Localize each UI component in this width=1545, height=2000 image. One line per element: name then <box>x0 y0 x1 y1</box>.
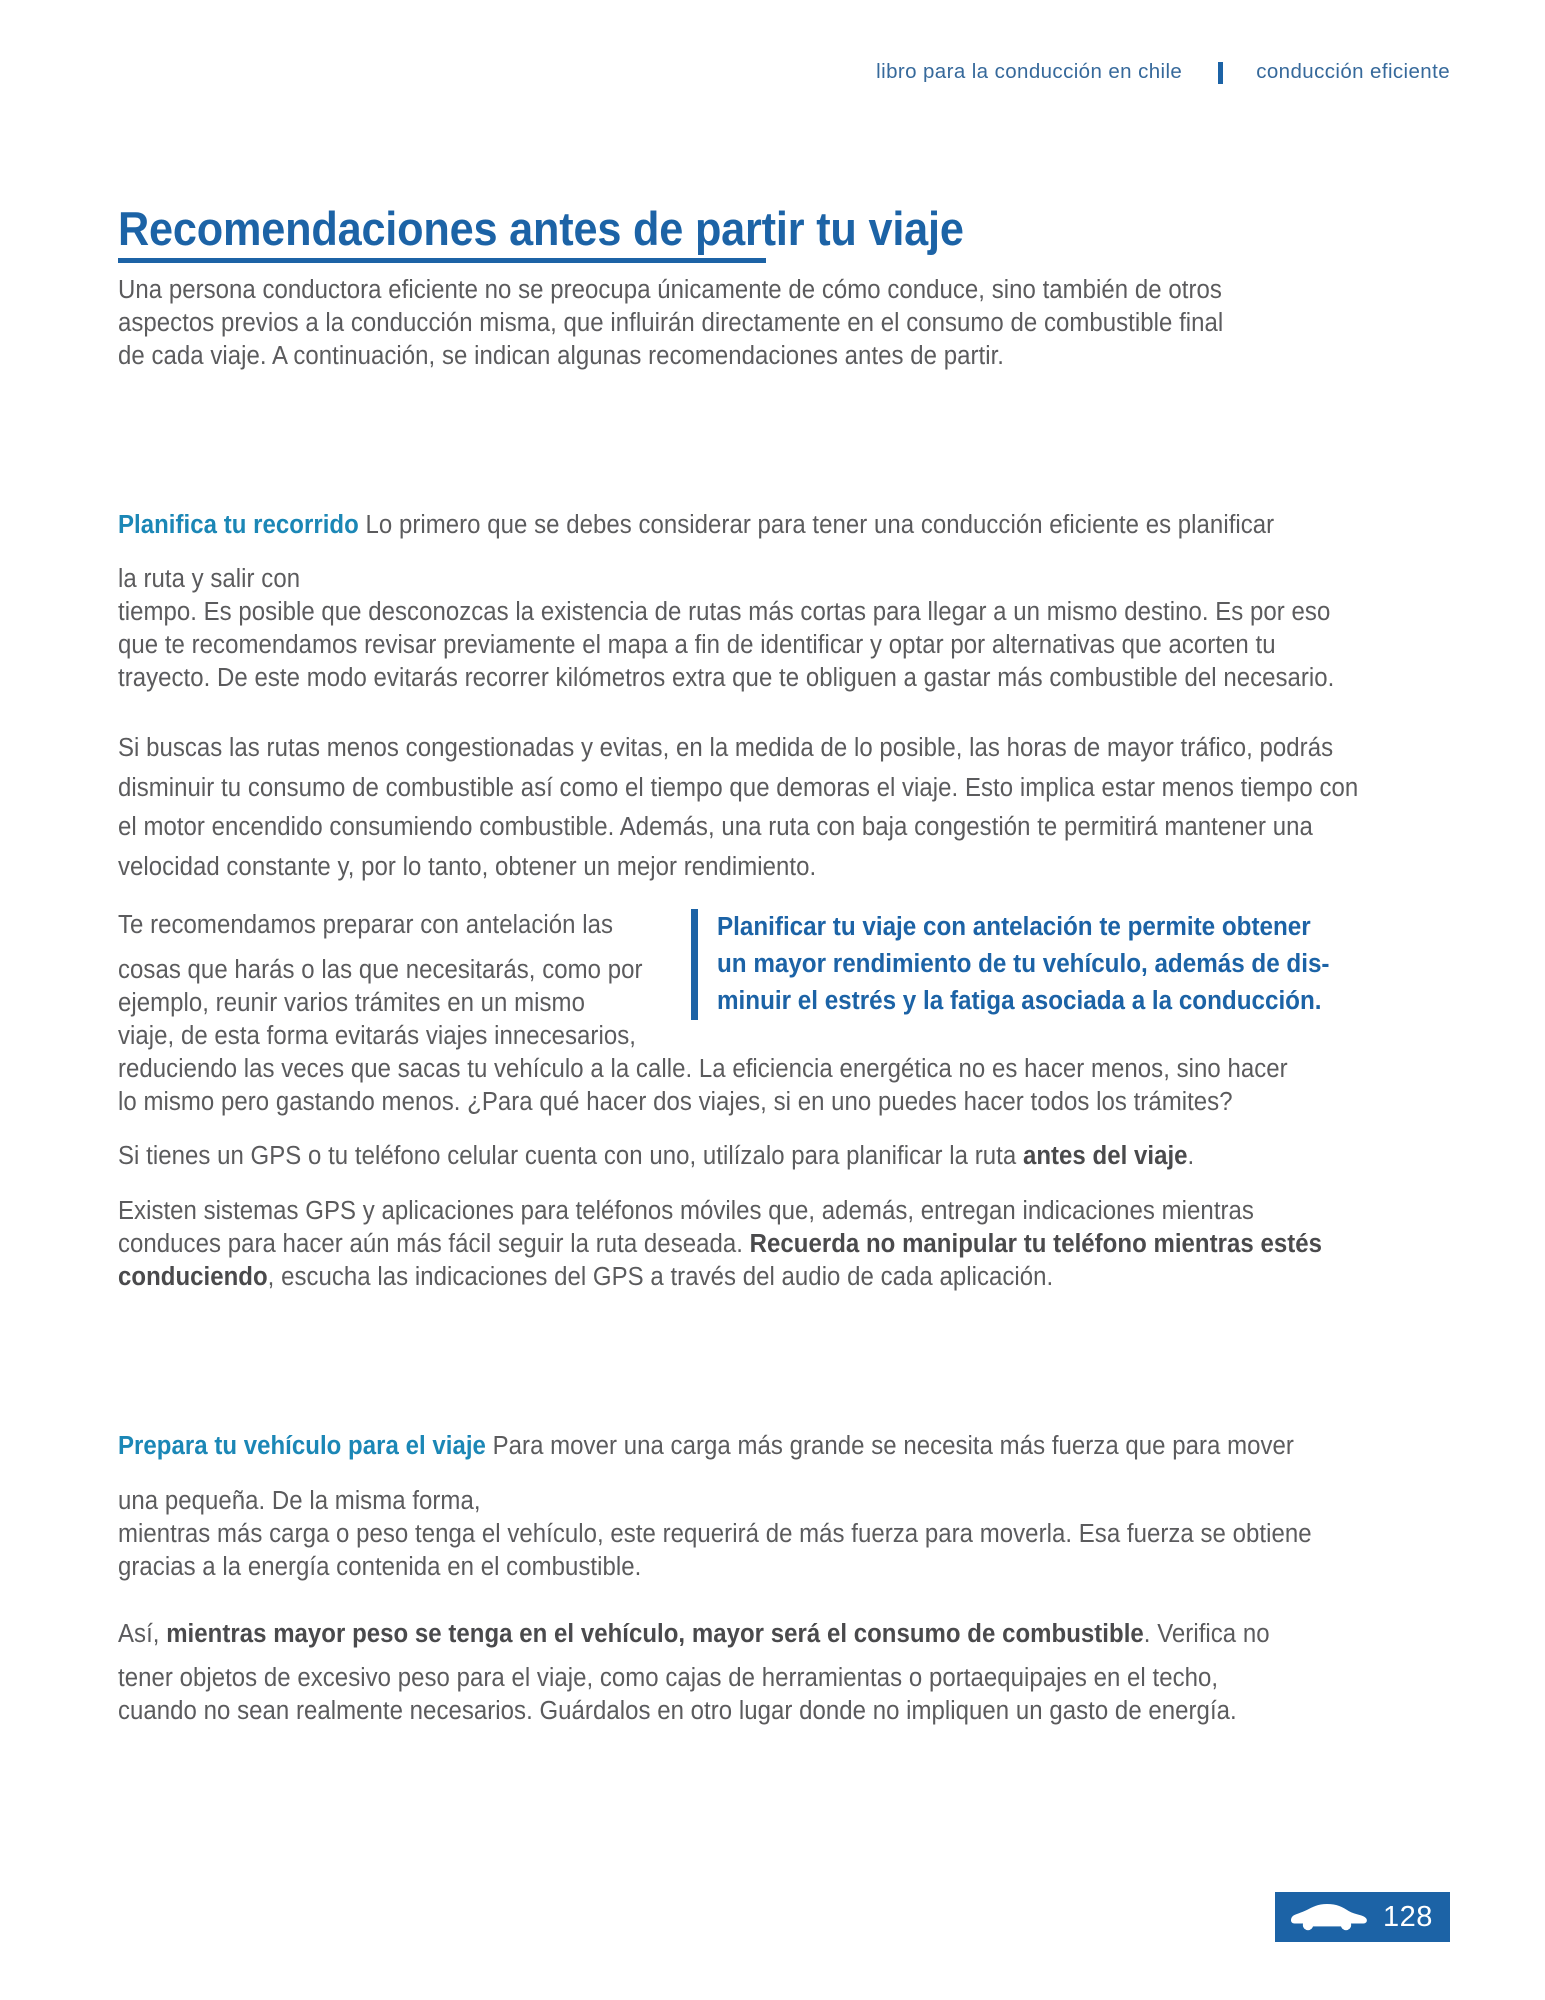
section2-paragraph-3-line2: tener objetos de excesivo peso para el viaje, como cajas de herramientas o portaequipajes en el techo, <box>118 1664 1219 1693</box>
intro-line-2: aspectos previos a la conducción misma, que influirán directamente en el consumo de combustible final <box>118 308 1224 337</box>
callout-line-3: minuir el estrés y la fatiga asociada a la conducción. <box>717 987 1322 1015</box>
section1-p5-a: Si tienes un GPS o tu teléfono celular cuenta con uno, utilízalo para planificar la ruta <box>118 1142 1023 1171</box>
section1-p4-line-1: Te recomendamos preparar con antelación las <box>118 911 614 940</box>
section1-p6-a: Existen sistemas GPS y aplicaciones para teléfonos móviles que, además, entregan indicaciones mientras conduces para hacer aún más fácil seguir la ruta deseada. <box>118 1197 1254 1259</box>
section2-p3-bold: mientras mayor peso se tenga en el vehículo, mayor será el consumo de combustible <box>166 1619 1144 1648</box>
section1-p4-line-6: lo mismo pero gastando menos. ¿Para qué hacer dos viajes, si en uno puedes hacer todos los trámites? <box>118 1087 1233 1116</box>
section2-paragraph-2: mientras más carga o peso tenga el vehículo, este requerirá de más fuerza para moverla. Esa fuerza se obtiene gracias a la energía contenida en el combustible. <box>118 1519 1312 1581</box>
spacer <box>118 1584 1438 1618</box>
page-number: 128 <box>1383 1900 1433 1933</box>
spacer <box>118 373 1438 509</box>
wrapped-text-left <box>118 909 678 1053</box>
section2-paragraph-3-line3: cuando no sean realmente necesarios. Guárdalos en otro lugar donde no impliquen un gasto de energía. <box>118 1697 1237 1726</box>
running-header-right: conducción eficiente <box>1256 60 1450 83</box>
section1-paragraph-5 <box>118 1140 1359 1173</box>
spacer <box>118 1173 1438 1195</box>
section1-paragraph-2: tiempo. Es posible que desconozcas la existencia de rutas más cortas para llegar a un mismo destino. Es por eso que te recomendamos revisar previamente el mapa a fin de identificar y optar por alternativas que acorten tu trayecto. De este modo evitarás recorrer kilómetros extra que te obliguen a gastar más combustible del necesario. <box>118 598 1335 693</box>
section1-p4-line-5: reduciendo las veces que sacas tu vehículo a la calle. La eficiencia energética no es hacer menos, sino hacer <box>118 1054 1288 1083</box>
section2-p3-c: . Verifica no <box>1143 1619 1270 1648</box>
section1-p6-c: , escucha las indicaciones del GPS a través del audio de cada aplicación. <box>267 1263 1054 1292</box>
intro-paragraph <box>118 274 1446 373</box>
callout-wrap-region <box>118 909 1438 1118</box>
section1-paragraph-3: Si buscas las rutas menos congestionadas y evitas, en la medida de lo posible, las horas de mayor tráfico, podrás disminuir tu consumo de combustible así como el tiempo que demoras el viaje. Esto implica estar menos tiempo con el motor encendido consumiendo combustible. Además, una ruta con baja congestión te permitirá mantener una velocidad constante y, por lo tanto, obtener un mejor rendimiento. <box>118 734 1359 881</box>
spacer <box>118 942 678 954</box>
content-column <box>118 0 1438 1728</box>
section1-paragraph-6 <box>118 1195 1359 1294</box>
title-underline <box>118 258 766 263</box>
spacer <box>118 1118 1438 1140</box>
intro-line-3: de cada viaje. A continuación, se indican algunas recomendaciones antes de partir. <box>118 341 1005 370</box>
spacer <box>118 1294 1438 1430</box>
section1-p4-line-4: viaje, de esta forma evitarás viajes innecesarios, <box>118 1021 636 1050</box>
callout-line-1: Planificar tu viaje con antelación te permite obtener <box>717 913 1311 942</box>
page-title: Recomendaciones antes de partir tu viaje <box>118 202 964 255</box>
spacer <box>118 541 1438 563</box>
section1-lead-line2: la ruta y salir con <box>118 565 301 594</box>
spacer <box>118 887 1438 909</box>
section2-paragraph-3-line1 <box>118 1618 1359 1651</box>
spacer <box>118 1650 1438 1662</box>
section2-lead-rest: Para mover una carga más grande se necesita más fuerza que para mover <box>485 1431 1294 1460</box>
callout-line-2: un mayor rendimiento de tu vehículo, además de dis- <box>717 950 1330 979</box>
section2-lead-line2: una pequeña. De la misma forma, <box>118 1486 481 1515</box>
callout-box <box>691 909 1330 1020</box>
section1-p6-bold: Recuerda no manipular tu teléfono mientras estés conduciendo <box>118 1230 1323 1292</box>
section2-p3-a: Así, <box>118 1619 167 1648</box>
section1-p4-line-3: ejemplo, reunir varios trámites en un mismo <box>118 988 585 1017</box>
spacer <box>118 695 1438 729</box>
intro-line-1: Una persona conductora eficiente no se preocupa únicamente de cómo conduce, sino también de otros <box>118 275 1222 304</box>
section1-p4-line-2: cosas que harás o las que necesitarás, como por <box>118 955 643 984</box>
section1-lead-rest: Lo primero que se debes considerar para tener una conducción eficiente es planificar <box>358 510 1275 539</box>
section2-heading: Prepara tu vehículo para el viaje <box>118 1431 486 1460</box>
page-number-badge <box>1275 1892 1450 1942</box>
section1-p5-c: . <box>1187 1142 1195 1171</box>
car-icon <box>1291 1901 1367 1933</box>
section2-lead-paragraph <box>118 1430 1359 1463</box>
section1-p5-bold: antes del viaje <box>1022 1142 1188 1171</box>
section1-lead-paragraph <box>118 509 1359 542</box>
running-header-left: libro para la conducción en chile <box>876 60 1183 83</box>
section1-heading: Planifica tu recorrido <box>118 510 359 539</box>
spacer <box>118 1463 1438 1485</box>
